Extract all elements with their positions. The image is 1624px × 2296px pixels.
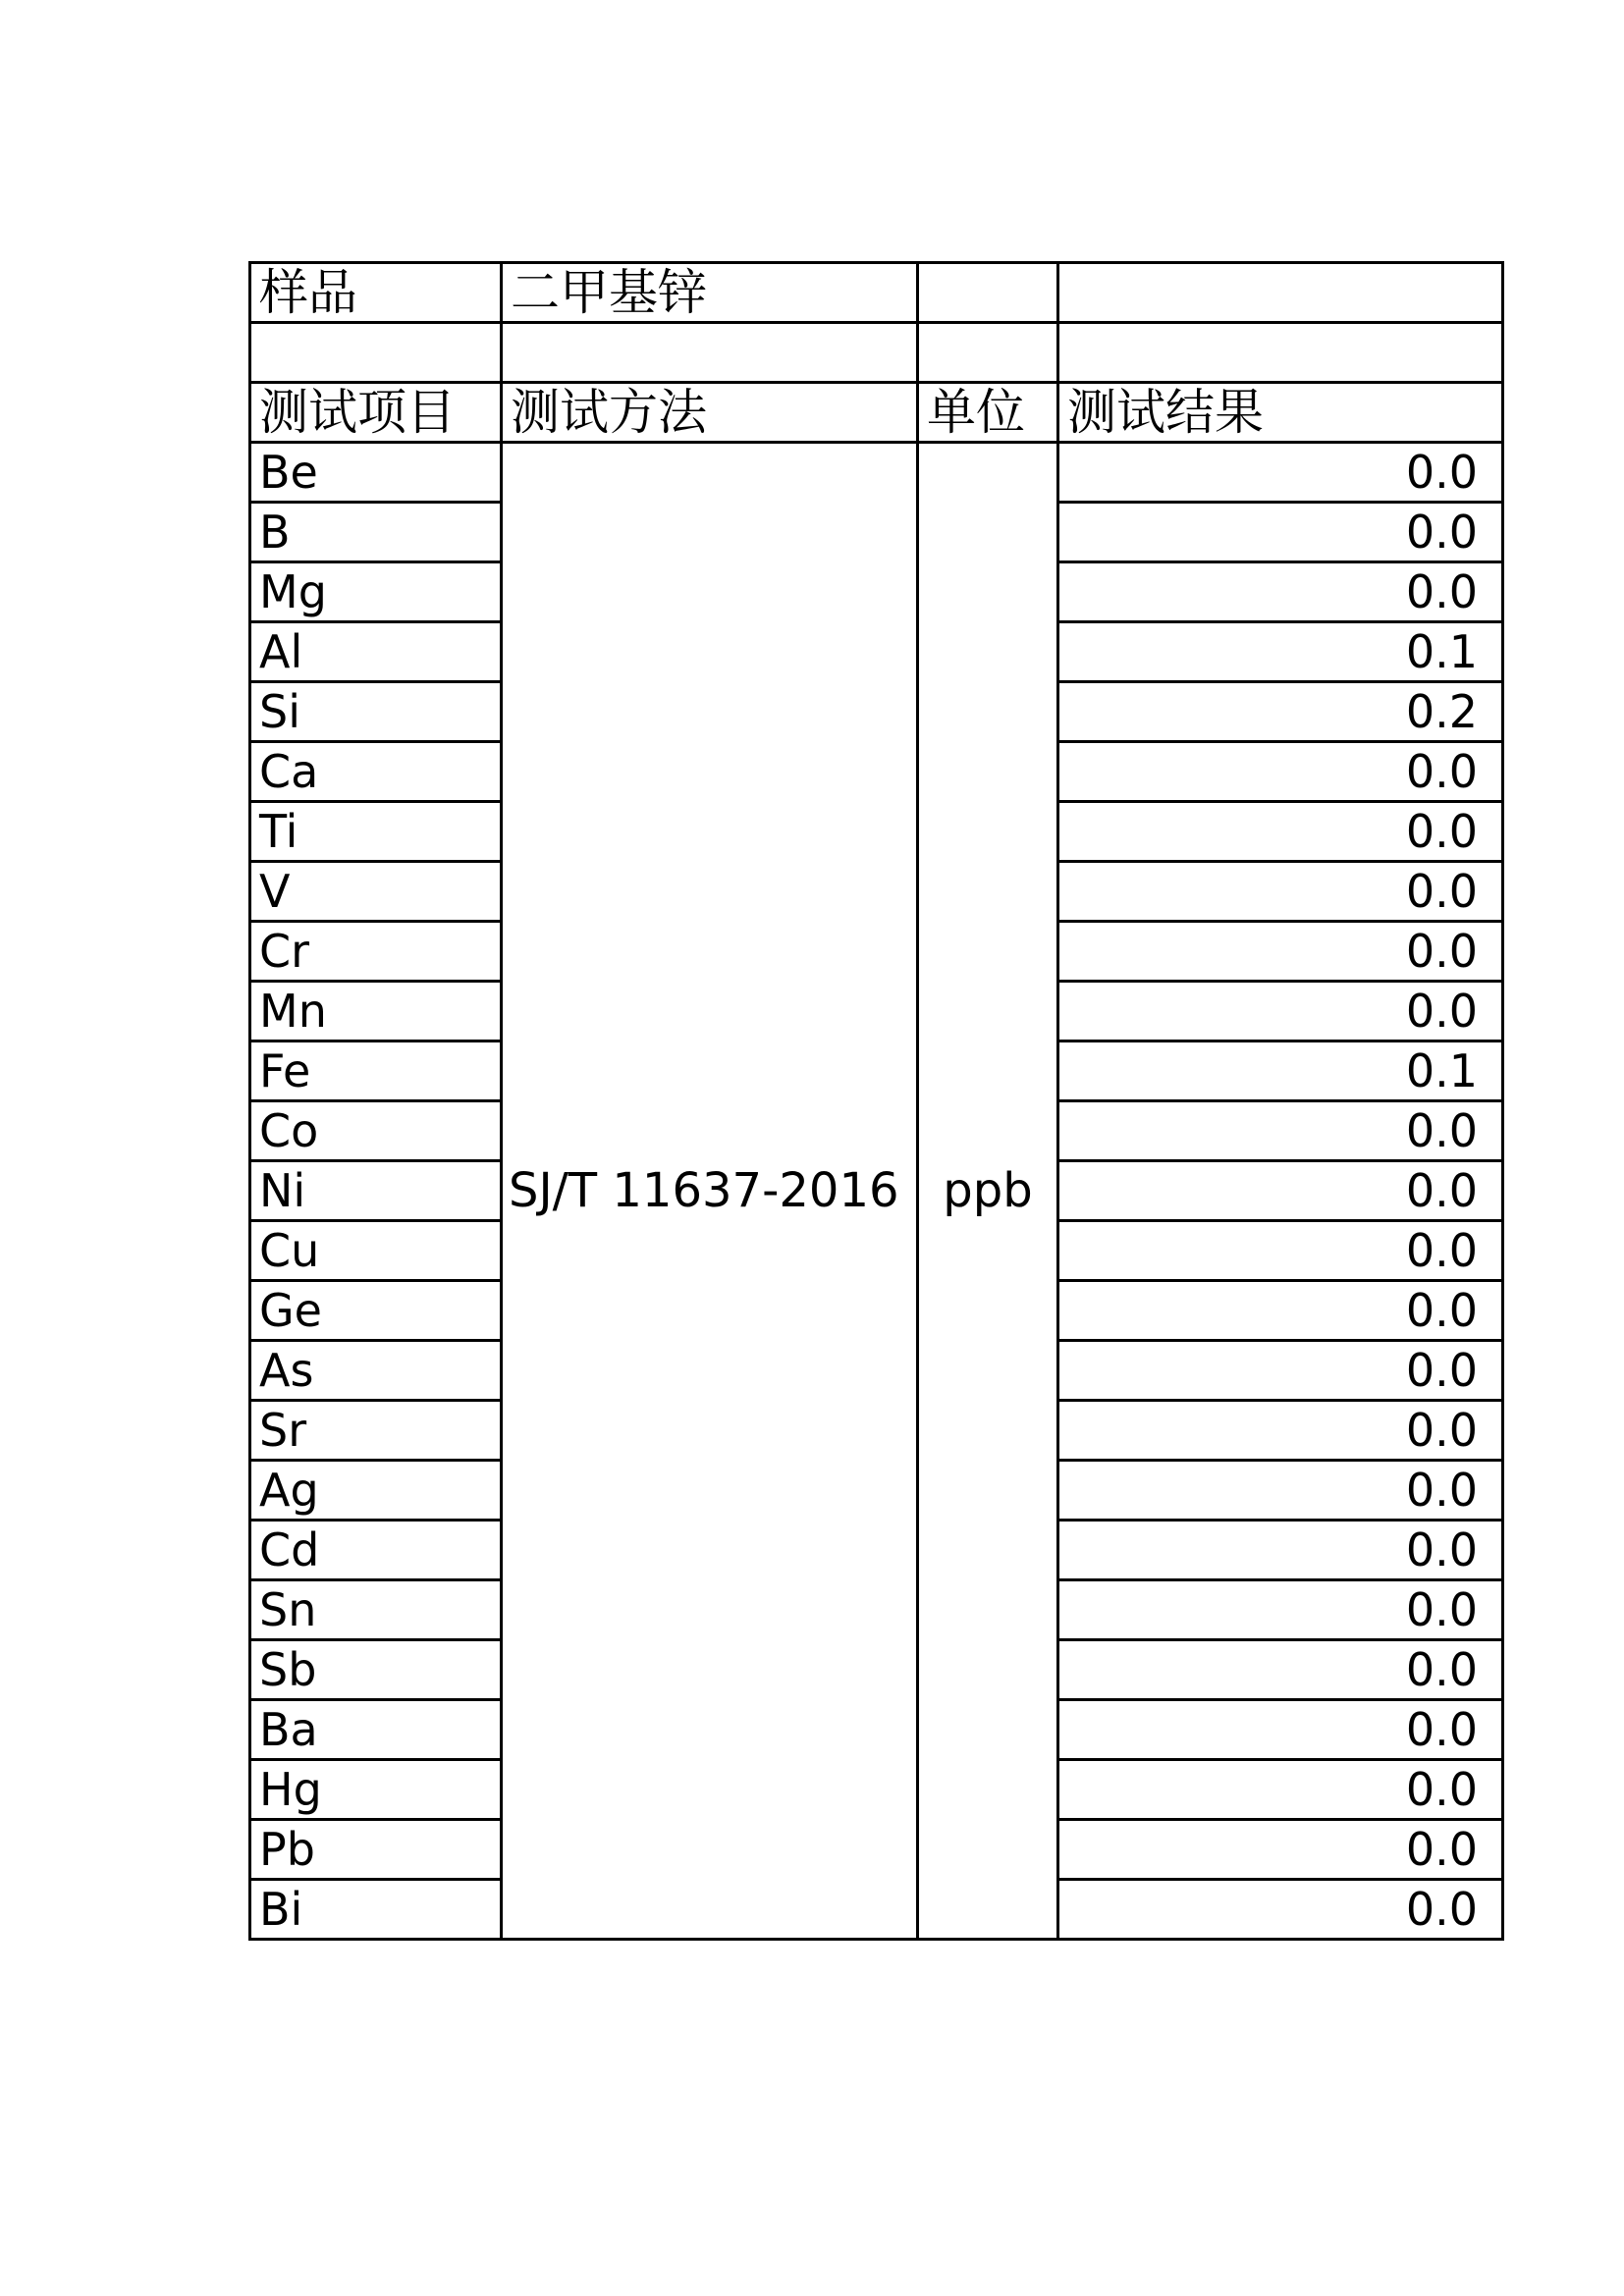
unit-cell: ppb	[918, 443, 1058, 1940]
element-cell: Hg	[250, 1760, 502, 1820]
test-report-sheet	[248, 261, 1501, 1941]
result-cell: 0.0	[1058, 862, 1503, 922]
method-cell: SJ/T 11637-2016	[502, 443, 918, 1940]
result-cell: 0.0	[1058, 443, 1503, 503]
result-cell: 0.0	[1058, 922, 1503, 982]
header-result: 测试结果	[1058, 383, 1503, 443]
element-cell: Sb	[250, 1640, 502, 1700]
element-cell: Cu	[250, 1221, 502, 1281]
empty-cell	[918, 323, 1058, 383]
element-cell: Mn	[250, 982, 502, 1041]
element-cell: Ba	[250, 1700, 502, 1760]
element-cell: As	[250, 1341, 502, 1401]
result-cell: 0.0	[1058, 1820, 1503, 1880]
blank-row	[250, 323, 1503, 383]
element-cell: Pb	[250, 1820, 502, 1880]
empty-cell	[502, 323, 918, 383]
result-cell: 0.0	[1058, 982, 1503, 1041]
sample-label: 样品	[250, 263, 502, 323]
element-cell: Cr	[250, 922, 502, 982]
table-row	[250, 443, 1503, 503]
result-cell: 0.0	[1058, 1221, 1503, 1281]
element-cell: Al	[250, 622, 502, 682]
result-cell: 0.0	[1058, 1760, 1503, 1820]
result-cell: 0.0	[1058, 1580, 1503, 1640]
element-cell: Cd	[250, 1521, 502, 1580]
header-item: 测试项目	[250, 383, 502, 443]
result-cell: 0.0	[1058, 1161, 1503, 1221]
result-cell: 0.0	[1058, 503, 1503, 562]
element-cell: Ag	[250, 1461, 502, 1521]
element-cell: Ni	[250, 1161, 502, 1221]
result-cell: 0.0	[1058, 742, 1503, 802]
element-cell: Be	[250, 443, 502, 503]
element-cell: Sn	[250, 1580, 502, 1640]
result-cell: 0.0	[1058, 1880, 1503, 1940]
empty-cell	[250, 323, 502, 383]
element-cell: Mg	[250, 562, 502, 622]
result-cell: 0.0	[1058, 562, 1503, 622]
header-row	[250, 383, 1503, 443]
empty-cell	[918, 263, 1058, 323]
result-cell: 0.0	[1058, 1700, 1503, 1760]
empty-cell	[1058, 323, 1503, 383]
result-cell: 0.0	[1058, 1281, 1503, 1341]
result-cell: 0.0	[1058, 1521, 1503, 1580]
element-cell: Co	[250, 1101, 502, 1161]
result-cell: 0.1	[1058, 622, 1503, 682]
element-cell: Fe	[250, 1041, 502, 1101]
element-cell: B	[250, 503, 502, 562]
element-cell: Bi	[250, 1880, 502, 1940]
result-cell: 0.0	[1058, 802, 1503, 862]
element-cell: V	[250, 862, 502, 922]
element-cell: Ti	[250, 802, 502, 862]
test-results-table	[248, 261, 1504, 1941]
result-cell: 0.0	[1058, 1101, 1503, 1161]
result-cell: 0.0	[1058, 1341, 1503, 1401]
sample-name: 二甲基锌	[502, 263, 918, 323]
result-cell: 0.0	[1058, 1461, 1503, 1521]
sample-row	[250, 263, 1503, 323]
result-cell: 0.1	[1058, 1041, 1503, 1101]
result-cell: 0.2	[1058, 682, 1503, 742]
header-method: 测试方法	[502, 383, 918, 443]
element-cell: Ge	[250, 1281, 502, 1341]
element-cell: Si	[250, 682, 502, 742]
result-cell: 0.0	[1058, 1640, 1503, 1700]
result-cell: 0.0	[1058, 1401, 1503, 1461]
header-unit: 单位	[918, 383, 1058, 443]
element-cell: Sr	[250, 1401, 502, 1461]
empty-cell	[1058, 263, 1503, 323]
element-cell: Ca	[250, 742, 502, 802]
